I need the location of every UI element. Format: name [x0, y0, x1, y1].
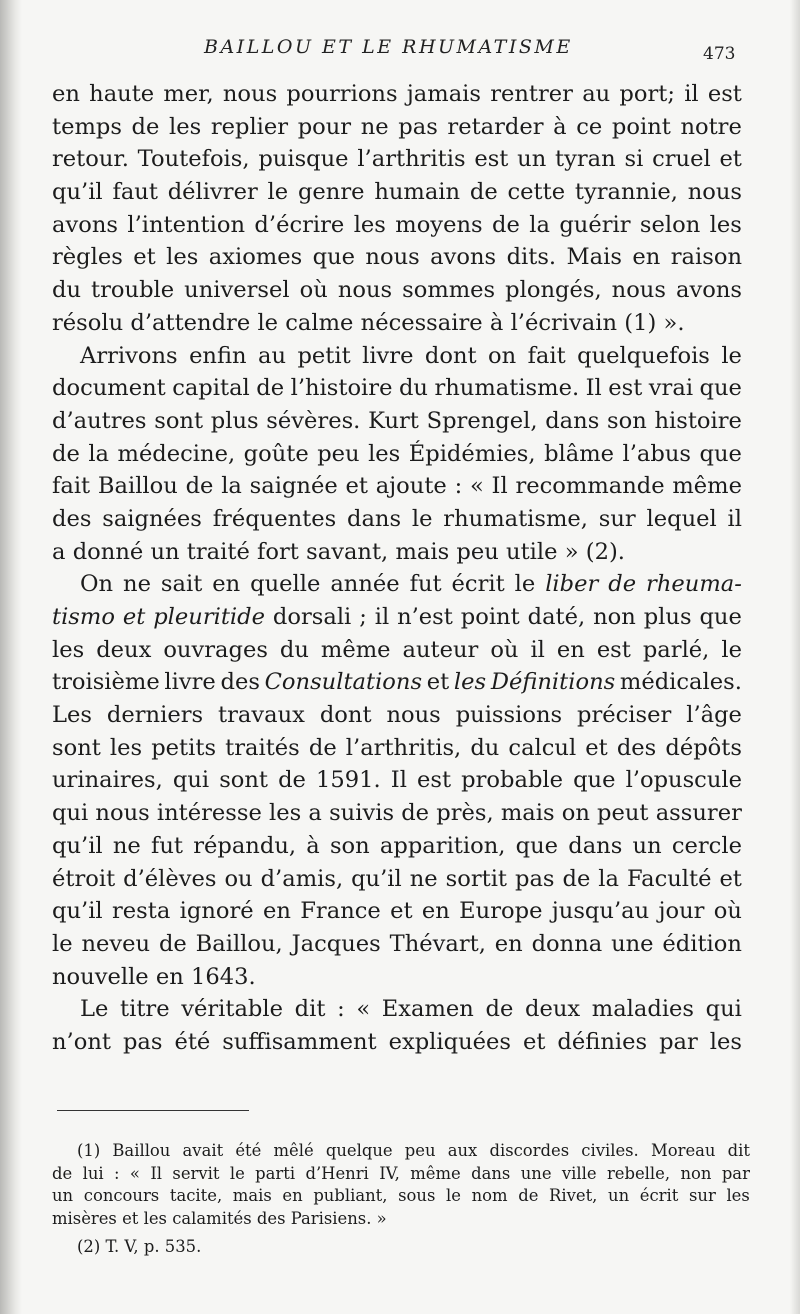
text-line: les deux ouvrages du même auteur où il en est parlé, le — [52, 636, 742, 663]
text-line: fait Baillou de la saignée et ajoute : « Il recommande même — [52, 473, 742, 500]
page-number: 473 — [703, 44, 736, 64]
text-line: des saignées fréquentes dans le rhumatisme, sur lequel il — [52, 505, 742, 532]
running-head-title: BAILLOU ET LE RHUMATISME — [204, 36, 573, 58]
text-line: qu’il faut délivrer le genre humain de cette tyrannie, nous — [52, 179, 742, 206]
text-line: troisième livre des Consultations et les Définitions médicales. — [52, 669, 742, 696]
paragraph — [52, 993, 742, 1058]
text-line: temps de les replier pour ne pas retarder à ce point notre — [52, 113, 742, 140]
footnote-line: misères et les calamités des Parisiens. » — [52, 1208, 387, 1228]
text-line: qu’il ne fut répandu, à son apparition, que dans un cercle — [52, 832, 742, 859]
footnote-line: (2) T. V, p. 535. — [77, 1237, 202, 1257]
binding-shadow — [0, 0, 22, 1314]
paragraph — [52, 340, 742, 569]
footnotes — [52, 1140, 750, 1259]
footnote-line: (1) Baillou avait été mêlé quelque peu aux discordes civiles. Moreau dit — [77, 1141, 750, 1160]
text-line: étroit d’élèves ou d’amis, qu’il ne sortit pas de la Faculté et — [52, 865, 742, 892]
text-line: document capital de l’histoire du rhumatisme. Il est vrai que — [52, 375, 742, 402]
footnote — [52, 1140, 750, 1230]
text-line: tismo et pleuritide dorsali ; il n’est point daté, non plus que — [52, 604, 742, 630]
text-line: urinaires, qui sont de 1591. Il est probable que l’opuscule — [52, 767, 742, 794]
footnote-line: un concours tacite, mais en publiant, sous le nom de Rivet, un écrit sur les — [52, 1186, 750, 1206]
text-line: du trouble universel où nous sommes plongés, nous avons — [52, 277, 742, 304]
text-line: n’ont pas été suffisamment expliquées et définies par les — [52, 1028, 742, 1055]
body-text — [52, 78, 742, 1059]
text-line: en haute mer, nous pourrions jamais rentrer au port; il est — [52, 81, 742, 107]
paragraph — [52, 78, 742, 340]
text-line: d’autres sont plus sévères. Kurt Sprengel, dans son histoire — [52, 407, 742, 434]
text-line: Les derniers travaux dont nous puissions préciser l’âge — [52, 702, 742, 729]
text-line: le neveu de Baillou, Jacques Thévart, en donna une édition — [52, 930, 742, 957]
footnote — [52, 1236, 750, 1259]
paragraph — [52, 568, 742, 993]
text-line: règles et les axiomes que nous avons dits. Mais en raison — [52, 244, 742, 271]
text-line: retour. Toutefois, puisque l’arthritis est un tyran si cruel et — [52, 146, 742, 173]
text-line: On ne sait en quelle année fut écrit le liber de rheuma- — [80, 571, 742, 598]
text-line: avons l’intention d’écrire les moyens de la guérir selon les — [52, 211, 742, 238]
footnote-line: de lui : « Il servit le parti d’Henri IV, même dans une ville rebelle, non par — [52, 1163, 750, 1183]
running-head — [0, 36, 800, 66]
text-line: qu’il resta ignoré en France et en Europe jusqu’au jour où — [52, 898, 742, 925]
text-line: de la médecine, goûte peu les Épidémies, blâme l’abus que — [52, 440, 742, 467]
text-line: résolu d’attendre le calme nécessaire à l’écrivain (1) ». — [52, 309, 685, 336]
text-line: sont les petits traités de l’arthritis, du calcul et des dépôts — [52, 734, 742, 761]
footnote-rule — [57, 1110, 249, 1111]
text-line: qui nous intéresse les a suivis de près, mais on peut assurer — [52, 800, 742, 827]
text-line: Le titre véritable dit : « Examen de deux maladies qui — [80, 996, 742, 1023]
edge-shadow — [790, 0, 800, 1314]
text-line: Arrivons enfin au petit livre dont on fait quelquefois le — [80, 342, 742, 369]
text-line: a donné un traité fort savant, mais peu utile » (2). — [52, 538, 625, 565]
text-line: nouvelle en 1643. — [52, 963, 256, 990]
